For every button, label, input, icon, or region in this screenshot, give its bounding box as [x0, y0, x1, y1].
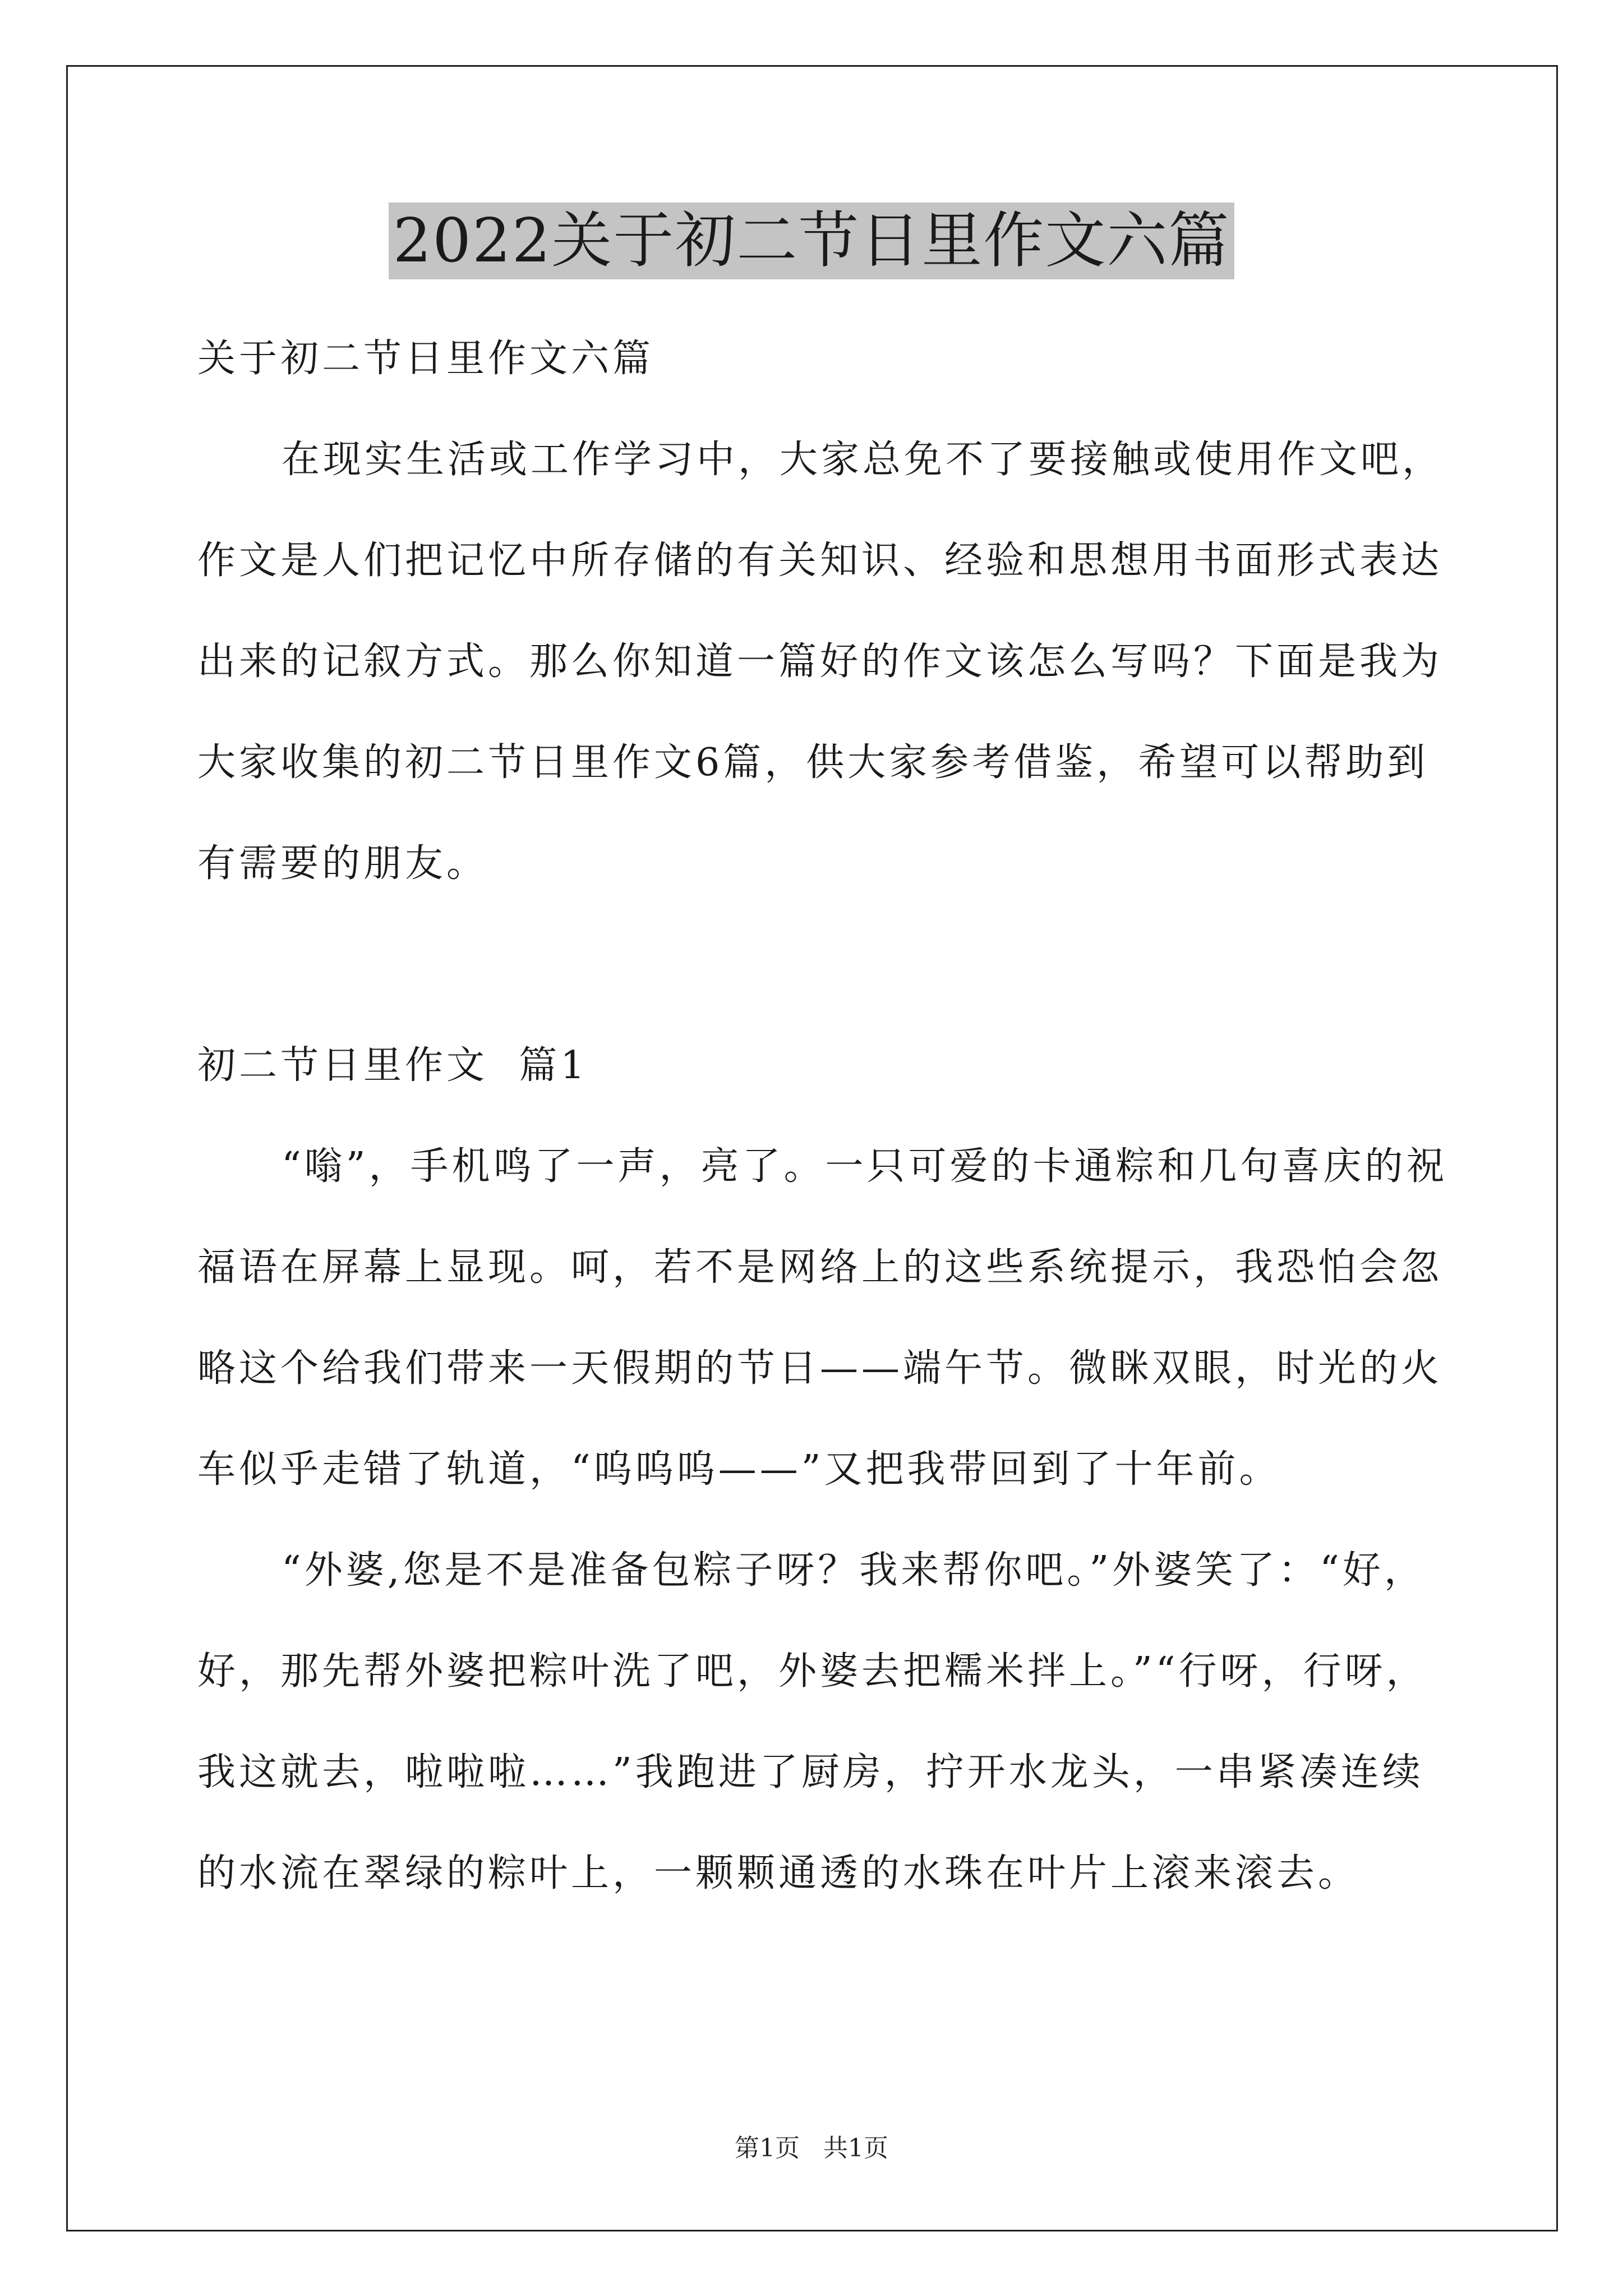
intro-paragraph [197, 409, 1444, 914]
paragraph-line: 大家收集的初二节日里作文6篇，供大家参考借鉴，希望可以帮助到 [197, 740, 1429, 785]
document-title [0, 202, 1623, 280]
essay-paragraph-2 [197, 1520, 1431, 1924]
document-subtitle: 关于初二节日里作文六篇 [197, 337, 654, 381]
paragraph-line: “嗡”，手机鸣了一声，亮了。一只可爱的卡通粽和几句喜庆的祝 [282, 1144, 1448, 1189]
paragraph-line: 有需要的朋友。 [197, 841, 488, 886]
paragraph-line: 福语在屏幕上显现。呵，若不是网络上的这些系统提示，我恐怕会忽 [197, 1245, 1443, 1290]
paragraph-line: 在现实生活或工作学习中，大家总免不了要接触或使用作文吧， [282, 438, 1444, 482]
section-heading: 初二节日里作文 篇1 [197, 1043, 588, 1088]
paragraph-line: 略这个给我们带来一天假期的节日——端午节。微眯双眼，时光的火 [197, 1346, 1443, 1391]
paragraph-line: “外婆,您是不是准备包粽子呀？我来帮你吧。”外婆笑了：“好， [282, 1548, 1426, 1593]
paragraph-line: 车似乎走错了轨道，“呜呜呜——”又把我带回到了十年前。 [197, 1447, 1281, 1492]
page-footer [0, 2132, 1623, 2165]
paragraph-line: 的水流在翠绿的粽叶上，一颗颗通透的水珠在叶片上滚来滚去。 [197, 1851, 1360, 1895]
essay-paragraph-1 [197, 1116, 1448, 1520]
paragraph-line: 好，那先帮外婆把粽叶洗了吧，外婆去把糯米拌上。”“行呀，行呀， [197, 1649, 1428, 1694]
section-spacer [197, 914, 1431, 1015]
document-body [197, 309, 1448, 1924]
paragraph-line: 出来的记叙方式。那么你知道一篇好的作文该怎么写吗？下面是我为 [197, 639, 1443, 684]
page-number: 第1页 共1页 [735, 2134, 888, 2162]
paragraph-line: 作文是人们把记忆中所存储的有关知识、经验和思想用书面形式表达 [197, 539, 1443, 583]
document-title-text: 2022关于初二节日里作文六篇 [389, 203, 1235, 279]
paragraph-line: 我这就去，啦啦啦……”我跑进了厨房，拧开水龙头，一串紧凑连续 [197, 1750, 1424, 1795]
